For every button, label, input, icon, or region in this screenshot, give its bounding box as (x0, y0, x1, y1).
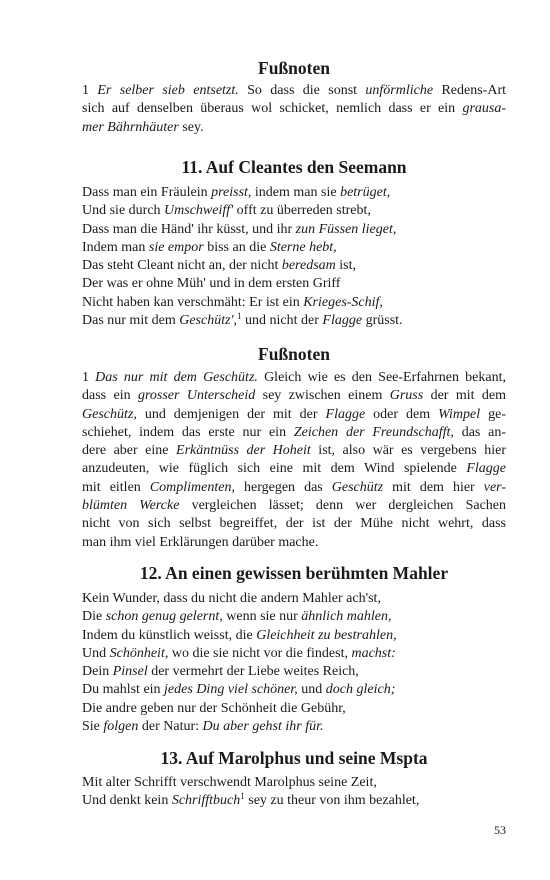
text-line: Indem du künstlich weisst, die Gleichheit zu bestrahlen, (82, 627, 397, 643)
text-line: Nicht haben kan verschmäht: Er ist ein Krieges-Schif, (82, 294, 383, 310)
text-line: 1 Er selber sieb entsetzt. So dass die sonst unförmliche Redens-Art (82, 83, 506, 98)
text-line: Dass man ein Fräulein preisst, indem man sie betrüget, (82, 185, 391, 200)
emphasis-text: machst: (351, 645, 396, 661)
book-page (82, 0, 506, 880)
text-line: Und Schönheit, wo die sie nicht vor die findest, machst: (82, 645, 396, 661)
emphasis-text: Gruss (389, 388, 424, 404)
text-line: anzudeuten, wie füglich sich eine mit dem Wind spielende Flagge (82, 461, 506, 477)
poem-13-body (82, 774, 506, 811)
text-line: Geschütz, und demjenigen der mit der Flagge oder dem Wimpel ge- (82, 406, 506, 422)
emphasis-text: Schönheit, (109, 645, 169, 661)
emphasis-text: Schrifftbuch (171, 793, 241, 809)
text-line: Der was er ohne Müh' und in dem ersten Griff (82, 276, 341, 292)
text-line: Du mahlst ein jedes Ding viel schöner, und doch gleich; (82, 682, 396, 698)
footnote-2-text (82, 369, 506, 552)
emphasis-text: grausa- (462, 101, 506, 117)
emphasis-text: doch gleich; (325, 682, 396, 698)
text-line: nicht von sich selbst begreiffet, der ist der Mühe nicht wehrt, dass (82, 516, 506, 532)
text-line: mit eitlen Complimenten, hergegen das Geschütz mit dem hier ver- (82, 479, 507, 495)
text-line: Dein Pinsel der vermehrt der Liebe weites Reich, (82, 664, 359, 680)
emphasis-text: Flagge (322, 313, 363, 329)
footnotes-heading-1: Fußnoten (258, 58, 330, 78)
emphasis-text: blümten Wercke (82, 498, 180, 514)
text-line: Die andre geben nur der Schönheit die Gebühr, (82, 700, 346, 716)
text-line: Mit alter Schrifft verschwendt Marolphus seine Zeit, (82, 775, 377, 790)
footnote-marker: 1 (240, 791, 245, 802)
emphasis-text: preisst, (211, 185, 252, 200)
text-line: man ihm viel Erklärungen darüber mache. (82, 534, 319, 550)
text-line: Die schon genug gelernt, wenn sie nur ähnlich mahlen, (82, 609, 392, 625)
page-number: 53 (494, 823, 506, 837)
emphasis-text: Gleichheit zu bestrahlen, (256, 627, 397, 643)
emphasis-text: unförmliche (365, 83, 434, 98)
text-line: sich auf denselben überaus wol schicket, nemlich dass er ein grausa- (82, 101, 506, 117)
text-line: 1 Das nur mit dem Geschütz. Gleich wie es den See-Erfahrnen bekant, (82, 370, 506, 385)
text-line: Das nur mit dem Geschütz',$^1$ und nicht der Flagge grüsst. (82, 311, 403, 329)
poem-13-title: 13. Auf Marolphus und seine Mspta (160, 748, 428, 768)
text-line: Indem man sie empor biss an die Sterne hebt, (82, 239, 337, 255)
emphasis-text: Pinsel (112, 664, 148, 680)
emphasis-text: mer Bährnhäuter (82, 119, 179, 135)
text-line: Das steht Cleant nicht an, der nicht beredsam ist, (82, 258, 356, 274)
text-line: dass ein grosser Unterscheid sey zwischen einem Gruss der mit dem (82, 388, 506, 404)
poem-11-title: 11. Auf Cleantes den Seemann (181, 157, 407, 177)
poem-11-body (82, 184, 506, 330)
emphasis-text: Er selber sieb entsetzt. (97, 83, 239, 98)
text-line: Dass man die Händ' ihr küsst, und ihr zun Füssen lieget, (82, 221, 397, 237)
emphasis-text: Sterne hebt, (269, 239, 337, 255)
emphasis-text: Erkäntnüss der Hoheit (176, 443, 311, 459)
text-line: mer Bährnhäuter sey. (82, 119, 204, 135)
emphasis-text: ähnlich mahlen, (301, 609, 392, 625)
emphasis-text: jedes Ding viel schöner, (164, 682, 298, 698)
text-line: schiehet, indem das erste nur ein Zeichen der Freundschafft, das an- (82, 424, 507, 440)
text-line: Sie folgen der Natur: Du aber gehst ihr für. (82, 719, 324, 735)
emphasis-text: Flagge (466, 461, 506, 477)
text-line: blümten Wercke vergleichen lässet; denn wer dergleichen Sachen (82, 498, 507, 514)
text-line: Kein Wunder, dass du nicht die andern Mahler ach'st, (82, 591, 381, 606)
emphasis-text: betrüget, (340, 185, 391, 200)
emphasis-text: Geschütz', (179, 313, 238, 329)
emphasis-text: grosser Unterscheid (137, 388, 256, 404)
emphasis-text: beredsam (281, 258, 336, 274)
emphasis-text: Krieges-Schif, (303, 294, 383, 310)
emphasis-text: ver- (483, 479, 507, 495)
emphasis-text: Umschweiff' (164, 203, 234, 219)
footnote-marker: 1 (237, 311, 242, 322)
emphasis-text: zun Füssen lieget, (295, 221, 397, 237)
poem-12-body (82, 590, 506, 736)
emphasis-text: Geschütz (331, 479, 384, 495)
text-line: Und sie durch Umschweiff' offt zu überreden strebt, (82, 203, 371, 219)
poem-12-title: 12. An einen gewissen berühmten Mahler (139, 563, 449, 583)
emphasis-text: folgen (103, 719, 139, 735)
emphasis-text: Flagge (325, 406, 366, 422)
emphasis-text: schon genug gelernt, (105, 609, 223, 625)
emphasis-text: Geschütz, (82, 406, 137, 422)
emphasis-text: Zeichen der Freundschafft, (293, 424, 454, 440)
emphasis-text: Wimpel (438, 406, 481, 422)
emphasis-text: Complimenten, (149, 479, 235, 495)
emphasis-text: Das nur mit dem Geschütz. (95, 370, 258, 385)
footnotes-heading-2: Fußnoten (258, 344, 330, 364)
emphasis-text: Du aber gehst ihr für. (202, 719, 324, 735)
text-line: dere aber eine Erkäntnüss der Hoheit ist, also wär es vergebens hier (82, 443, 507, 459)
footnote-1-text (82, 82, 506, 137)
emphasis-text: sie empor (148, 239, 204, 255)
text-line: Und denkt kein Schrifftbuch$^1$ sey zu theur von ihm bezahlet, (82, 791, 420, 809)
